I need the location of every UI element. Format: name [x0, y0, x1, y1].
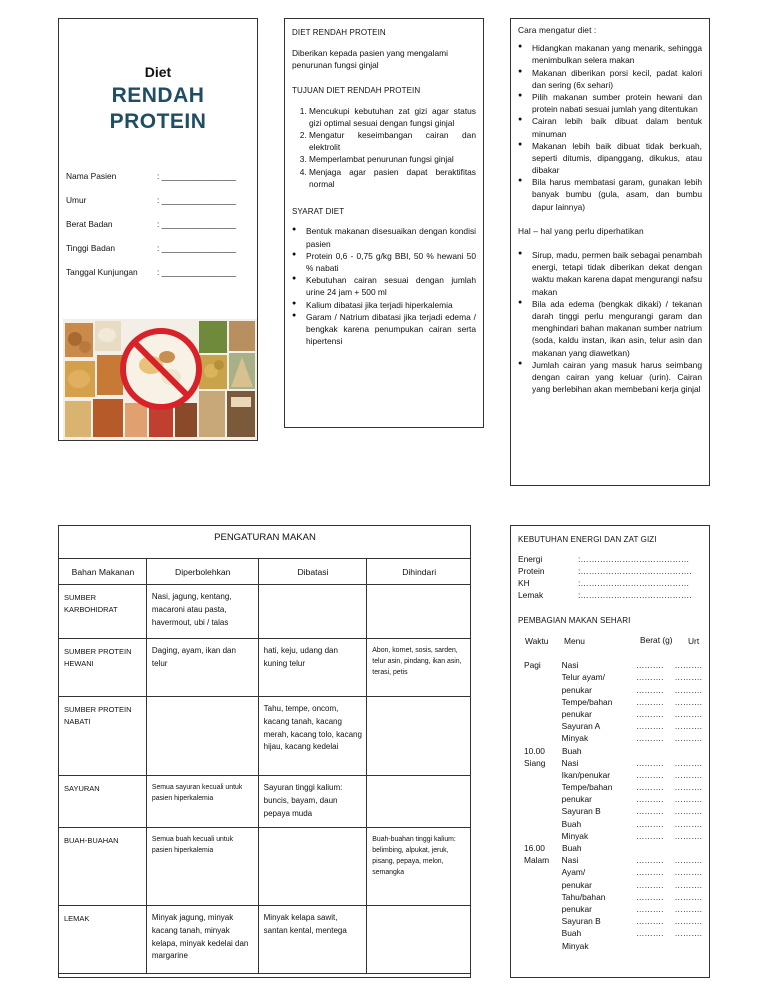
meal-rules-panel	[58, 525, 471, 978]
cell-waktu	[518, 732, 562, 744]
table-row	[518, 708, 702, 720]
cell-urt[interactable]: ……….	[674, 660, 702, 671]
requirements-list	[292, 225, 476, 347]
table-row	[518, 891, 702, 903]
form-blank[interactable]: : ________________	[157, 267, 237, 277]
cell-menu: Nasi	[561, 757, 579, 768]
table-row	[518, 769, 702, 781]
cell-waktu	[518, 671, 562, 683]
cell-berat[interactable]: ……….	[635, 806, 664, 817]
form-blank[interactable]: : ________________	[157, 195, 237, 205]
cell-menu: penukar	[561, 903, 592, 914]
cell-waktu	[518, 830, 562, 842]
cell-urt[interactable]: ……….	[674, 794, 702, 805]
form-blank[interactable]: : ________________	[157, 219, 237, 229]
needs-label: KH	[518, 577, 530, 588]
cell-urt[interactable]: ……….	[674, 806, 702, 817]
cell-category: SUMBER PROTEIN HEWANI	[59, 639, 147, 697]
list-item: ● Kebutuhan cairan sesuai dengan jumlah urine 24 jam + 500 ml	[292, 274, 476, 298]
cell-menu: Tempe/bahan	[561, 782, 613, 793]
list-item: ● Cairan lebih baik dibuat dalam bentuk minuman	[518, 115, 702, 139]
list-item: ● Bentuk makanan disesuaikan dengan kondisi pasien	[292, 225, 476, 249]
needs-blank[interactable]: :…………………………………	[578, 553, 690, 564]
cell-waktu	[518, 818, 562, 830]
needs-row	[518, 577, 702, 589]
table-row	[59, 697, 471, 776]
cell-menu: Ayam/	[561, 867, 586, 878]
cell-urt[interactable]: ……….	[674, 782, 702, 793]
tips-list	[518, 42, 702, 213]
cell-menu: Tahu/bahan	[561, 891, 606, 902]
cell-menu: Nasi	[561, 660, 579, 671]
cell-category: SUMBER PROTEIN NABATI	[59, 697, 147, 776]
list-item: ● Protein 0,6 - 0,75 g/kg BBI, 50 % hewani 50 % nabati	[292, 250, 476, 274]
heading-cara-mengatur-diet: Cara mengatur diet :	[518, 25, 597, 35]
cell-allowed: Daging, ayam, ikan dan telur	[146, 639, 258, 697]
cell-menu: Minyak	[561, 733, 589, 744]
cell-urt[interactable]: ……….	[674, 928, 702, 939]
cell-urt[interactable]	[676, 842, 702, 854]
list-item: 4. Menjaga agar pasien dapat beraktifitas normal	[309, 166, 476, 190]
form-blank[interactable]: : ________________	[157, 171, 237, 181]
cell-menu: Buah	[561, 928, 582, 939]
cell-waktu	[518, 696, 562, 708]
heading-diet-rendah-protein: DIET RENDAH PROTEIN	[292, 28, 386, 37]
cell-berat[interactable]: ……….	[635, 769, 664, 780]
cell-berat[interactable]: ……….	[635, 818, 664, 829]
cell-urt[interactable]	[676, 940, 702, 952]
list-item: ● Jumlah cairan yang masuk harus seimbang dengan cairan yang keluar (urin). Cairan yang berlebihan akan membebani kerja ginjal	[518, 359, 702, 396]
cell-menu: Nasi	[561, 855, 579, 866]
form-row	[66, 218, 251, 242]
cell-avoided	[367, 776, 471, 828]
table-row	[518, 720, 702, 732]
cell-urt[interactable]: ……….	[674, 769, 702, 780]
cell-menu: Buah	[562, 745, 582, 756]
needs-blank[interactable]: :………………………………….	[578, 565, 692, 576]
cell-menu: Buah	[562, 843, 582, 853]
cell-urt[interactable]: ……….	[674, 708, 702, 719]
cell-berat[interactable]: ……….	[635, 794, 664, 805]
needs-blank[interactable]: :………………………………….	[578, 589, 692, 600]
cell-urt[interactable]: ……….	[674, 891, 702, 902]
cell-urt[interactable]: ……….	[674, 818, 702, 829]
table-row	[518, 732, 702, 744]
needs-row	[518, 565, 702, 577]
table-title: PENGATURAN MAKAN	[59, 526, 471, 559]
list-item: ● Pilih makanan sumber protein hewani dan protein nabati sesuai jumlah yang ditentukan	[518, 91, 702, 115]
cell-category: SAYURAN	[59, 776, 147, 828]
cell-urt[interactable]: ……….	[674, 733, 702, 744]
cell-urt[interactable]: ……….	[674, 830, 702, 841]
title-line-1: RENDAH	[111, 84, 205, 107]
table-row	[518, 659, 702, 671]
form-row	[66, 170, 251, 194]
cell-berat[interactable]	[632, 745, 676, 757]
cell-urt[interactable]: ……….	[674, 879, 702, 890]
needs-row	[518, 553, 702, 565]
cell-menu: Sayuran A	[561, 721, 601, 732]
cell-berat[interactable]: ……….	[635, 708, 664, 719]
cell-menu: penukar	[561, 684, 592, 695]
col-waktu: Waktu	[525, 636, 549, 647]
form-label: Tanggal Kunjungan	[66, 267, 138, 277]
list-item: ● Bila harus membatasi garam, gunakan lebih banyak bumbu (gula, asam, dan bumbu dapur lainnya)	[518, 176, 702, 213]
intro-text: Diberikan kepada pasien yang mengalami penurunan fungsi ginjal	[292, 47, 448, 70]
cell-urt[interactable]	[676, 745, 702, 757]
cell-menu: penukar	[561, 794, 592, 805]
form-row	[66, 266, 251, 290]
cell-waktu	[518, 805, 562, 817]
cell-urt[interactable]: ……….	[674, 684, 702, 695]
table-row	[518, 671, 702, 683]
cell-urt[interactable]: ……….	[674, 903, 702, 914]
cell-berat[interactable]: ……….	[635, 855, 664, 866]
cell-menu: penukar	[561, 879, 592, 890]
cell-waktu: Pagi	[524, 660, 541, 671]
meal-plan-header	[518, 635, 702, 659]
diet-tips-panel	[510, 18, 710, 486]
list-item: ● Bila ada edema (bengkak dikaki) / tekanan darah tinggi perlu mengurangi garam dan menghindari bahan makanan sumber natrium (soda, kaldu instan, ikan asin, telur asin dan makanan yang diawetkan)	[518, 298, 702, 359]
cell-waktu	[518, 903, 562, 915]
cell-menu: penukar	[561, 708, 592, 719]
form-label: Berat Badan	[66, 219, 113, 229]
table-row	[518, 879, 702, 891]
cell-berat[interactable]: ……….	[635, 696, 664, 707]
cell-urt[interactable]: ……….	[674, 721, 702, 732]
cell-waktu: 10.00	[524, 745, 545, 756]
meal-plan-table	[518, 635, 702, 952]
meal-plan-panel	[510, 525, 710, 978]
cell-waktu: Siang	[524, 757, 546, 768]
table-row	[518, 757, 702, 769]
table-row	[518, 818, 702, 830]
list-item: ● Makanan lebih baik dibuat tidak berkuah, seperti ditumis, dipanggang, dikukus, atau dibakar	[518, 140, 702, 177]
cell-waktu	[518, 781, 562, 793]
title-rendah-protein	[59, 83, 257, 136]
needs-label: Protein	[518, 565, 545, 576]
table-row	[518, 927, 702, 939]
cell-avoided	[367, 697, 471, 776]
list-item: 1. Mencukupi kebutuhan zat gizi agar status gizi optimal sesuai dengan fungsi ginjal	[309, 105, 476, 129]
cell-menu: Telur ayam/	[561, 672, 605, 683]
cell-menu: Minyak	[561, 830, 589, 841]
list-item: 3. Memperlambat penurunan fungsi ginjal	[309, 153, 476, 165]
patient-form	[66, 170, 251, 290]
cell-allowed: Nasi, jagung, kentang, macaroni atau pasta, havermout, ubi / talas	[146, 585, 258, 639]
table-row	[59, 828, 471, 906]
table-row	[518, 854, 702, 866]
cell-berat[interactable]: ……….	[635, 916, 664, 927]
title-diet: Diet	[144, 64, 172, 80]
cell-waktu	[518, 879, 562, 891]
list-item: ● Garam / Natrium dibatasi jika terjadi edema / bengkak karena penumpukan cairan serta hipertensi	[292, 311, 476, 348]
heading-syarat-diet: SYARAT DIET	[292, 206, 345, 216]
list-item: ● Hidangkan makanan yang menarik, sehingga menimbulkan selera makan	[518, 42, 702, 66]
table-row	[518, 903, 702, 915]
cell-category: BUAH-BUAHAN	[59, 828, 147, 906]
cell-menu: Sayuran B	[561, 916, 601, 927]
table-header-row	[59, 559, 471, 585]
needs-label: Lemak	[518, 589, 544, 600]
cell-waktu	[518, 891, 562, 903]
cell-waktu: 16.00	[524, 843, 545, 853]
heading-pembagian-makan: PEMBAGIAN MAKAN SEHARI	[518, 615, 631, 625]
cell-waktu	[518, 793, 562, 805]
table-row	[518, 866, 702, 878]
needs-row	[518, 589, 702, 601]
heading-kebutuhan-energi: KEBUTUHAN ENERGI DAN ZAT GIZI	[518, 535, 657, 544]
table-row	[518, 842, 702, 854]
needs-label: Energi	[518, 553, 543, 564]
cell-limited	[258, 828, 367, 906]
cell-category: SUMBER KARBOHIDRAT	[59, 585, 147, 639]
cell-berat[interactable]	[632, 940, 676, 952]
col-dihindari: Dihindari	[367, 559, 471, 585]
title-line-2: PROTEIN	[109, 110, 207, 134]
cell-allowed: Minyak jagung, minyak kacang tanah, minyak kelapa, minyak kedelai dan margarine	[146, 906, 258, 974]
cover-panel	[58, 18, 258, 441]
form-row	[66, 242, 251, 266]
cell-waktu	[518, 915, 562, 927]
cell-avoided	[367, 906, 471, 974]
col-dibatasi: Dibatasi	[258, 559, 367, 585]
cell-limited: Tahu, tempe, oncom, kacang tanah, kacang merah, kacang tolo, kacang hijau, kacang kedelai	[258, 697, 367, 776]
cell-allowed: Semua buah kecuali untuk pasien hiperkalemia	[146, 828, 258, 906]
cell-urt[interactable]: ……….	[674, 696, 702, 707]
table-row	[518, 805, 702, 817]
list-item: 2. Mengatur keseimbangan cairan dan elektrolit	[309, 129, 476, 153]
col-diperbolehkan: Diperbolehkan	[146, 559, 258, 585]
diet-info-panel	[284, 18, 484, 428]
cell-waktu	[518, 708, 562, 720]
form-label: Umur	[66, 195, 87, 205]
cell-limited: hati, keju, udang dan kuning telur	[258, 639, 367, 697]
cell-berat[interactable]: ……….	[635, 891, 664, 902]
cell-berat[interactable]: ……….	[635, 903, 664, 914]
cell-waktu	[518, 684, 562, 696]
cell-urt[interactable]: ……….	[674, 867, 702, 878]
cell-berat[interactable]: ……….	[635, 879, 664, 890]
cell-menu: Minyak	[562, 940, 589, 951]
cell-waktu	[518, 866, 562, 878]
table-row	[59, 906, 471, 974]
cell-urt[interactable]: ……….	[674, 855, 702, 866]
cell-menu: Buah	[561, 818, 582, 829]
cell-waktu	[518, 927, 562, 939]
form-blank[interactable]: : ________________	[157, 243, 237, 253]
table-row	[59, 639, 471, 697]
cell-allowed: Semua sayuran kecuali untuk pasien hiperkalemia	[146, 776, 258, 828]
heading-tujuan: TUJUAN DIET RENDAH PROTEIN	[292, 85, 421, 95]
goals-list	[292, 105, 476, 190]
table-row	[518, 684, 702, 696]
meal-rules-table	[58, 525, 471, 974]
cell-avoided	[367, 585, 471, 639]
cell-waktu	[518, 940, 562, 952]
table-row	[518, 696, 702, 708]
cell-berat[interactable]: ……….	[635, 782, 664, 793]
col-bahan-makanan: Bahan Makanan	[59, 559, 147, 585]
table-row	[518, 830, 702, 842]
cell-berat[interactable]: ……….	[635, 660, 664, 671]
cell-menu: Ikan/penukar	[561, 769, 611, 780]
cell-berat[interactable]: ……….	[635, 928, 664, 939]
cell-waktu: Malam	[524, 855, 550, 866]
table-row	[59, 585, 471, 639]
cell-berat[interactable]: ……….	[635, 684, 664, 695]
col-berat: Berat (g)	[640, 635, 673, 646]
needs-list	[518, 553, 702, 601]
cell-berat[interactable]: ……….	[635, 867, 664, 878]
col-menu: Menu	[564, 636, 585, 647]
cell-waktu	[518, 769, 562, 781]
cell-menu: Tempe/bahan	[561, 696, 613, 707]
cell-limited: Minyak kelapa sawit, santan kental, mentega	[258, 906, 367, 974]
cell-limited: Sayuran tinggi kalium: buncis, bayam, daun pepaya muda	[258, 776, 367, 828]
list-item: ● Makanan diberikan porsi kecil, padat kalori dan sering (6x sehari)	[518, 67, 702, 91]
heading-hal-diperhatikan: Hal – hal yang perlu diperhatikan	[518, 225, 644, 236]
table-row	[518, 940, 702, 952]
cell-berat[interactable]: ……….	[635, 757, 664, 768]
cell-berat[interactable]	[632, 842, 676, 854]
table-row	[518, 793, 702, 805]
meal-plan-rows	[518, 659, 702, 952]
table-row	[518, 781, 702, 793]
cell-limited	[258, 585, 367, 639]
cell-berat[interactable]: ……….	[635, 830, 664, 841]
form-label: Nama Pasien	[66, 171, 117, 181]
cell-berat[interactable]: ……….	[635, 721, 664, 732]
form-row	[66, 194, 251, 218]
cell-waktu	[518, 720, 562, 732]
cell-menu: Sayuran B	[561, 806, 601, 817]
cell-urt[interactable]: ……….	[674, 757, 702, 768]
col-urt: Urt	[688, 636, 700, 647]
cell-allowed	[146, 697, 258, 776]
cell-avoided: Abon, kornet, sosis, sarden, telur asin, pindang, ikan asin, terasi, petis	[367, 639, 471, 697]
cell-urt[interactable]: ……….	[674, 916, 702, 927]
list-item: ● Sirup, madu, permen baik sebagai penambah energi, tetapi tidak diberikan dekat dengan waktu makan karena dapat mengurangi nafsu makan	[518, 249, 702, 298]
cell-berat[interactable]: ……….	[635, 733, 664, 744]
needs-blank[interactable]: :…………………………………	[578, 577, 690, 588]
table-row	[59, 776, 471, 828]
cell-category: LEMAK	[59, 906, 147, 974]
cell-avoided: Buah-buahan tinggi kalium: belimbing, alpukat, jeruk, pisang, pepaya, melon, semangka	[367, 828, 471, 906]
form-label: Tinggi Badan	[66, 243, 116, 253]
table-row	[518, 915, 702, 927]
table-row	[518, 745, 702, 757]
protein-foods-forbidden-image	[63, 319, 257, 440]
notes-list	[518, 249, 702, 395]
cell-berat[interactable]: ……….	[635, 672, 664, 683]
cell-urt[interactable]: ……….	[674, 672, 702, 683]
list-item: ● Kalium dibatasi jika terjadi hiperkalemia	[292, 299, 476, 311]
